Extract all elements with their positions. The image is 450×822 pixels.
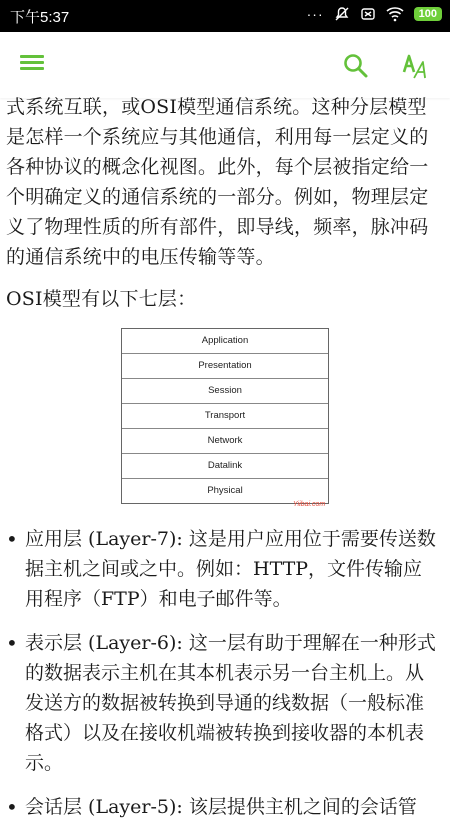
article-content[interactable] [0, 92, 450, 818]
status-time: 下午5:37 [10, 9, 70, 26]
list-item: • 会话层 (Layer-5): 该层提供主机之间的会话管 [0, 792, 450, 822]
osi-layer-list [0, 524, 450, 822]
font-size-icon [400, 50, 432, 82]
osi-layer: Application [122, 329, 328, 354]
osi-layer: Network [122, 429, 328, 454]
watermark: Yiibai.com [293, 501, 326, 508]
article-paragraph: OSI模型有以下七层： [6, 288, 197, 310]
status-bar [0, 0, 450, 32]
osi-layer: Datalink [122, 454, 328, 479]
menu-icon [20, 55, 50, 70]
search-button[interactable] [342, 52, 370, 80]
search-icon [342, 52, 370, 80]
sim-off-icon [360, 6, 376, 22]
osi-layer: Presentation [122, 354, 328, 379]
osi-layer: Transport [122, 404, 328, 429]
list-item: • 应用层 (Layer-7): 这是用户应用位于需要传送数据主机之间或之中。例如：HTTP，文件传输应用程序（FTP）和电子邮件等。 [0, 524, 450, 614]
list-item: • 表示层 (Layer-6): 这一层有助于理解在一种形式的数据表示主机在其本机表示另一台主机上。从发送方的数据被转换到导通的线数据（一般标准格式）以及在接收机端被转换到接收器的本机表示。 [0, 628, 450, 778]
osi-layer-table [121, 328, 329, 504]
font-size-button[interactable] [400, 50, 432, 82]
osi-layer: Session [122, 379, 328, 404]
mute-icon [334, 6, 350, 22]
osi-diagram [0, 324, 450, 514]
article-paragraph: 式系统互联，或OSI模型通信系统。这种分层模型是怎样一个系统应与其他通信，利用每一层定义的各种协议的概念化视图。此外，每个层被指定给一个明确定义的通信系统的一部分。例如，物理层定义了物理性质的所有部件，即导线，频率，脉冲码的通信系统中的电压传输等等。 [6, 96, 429, 268]
app-bar [0, 32, 450, 98]
osi-layer: Physical [207, 485, 243, 496]
more-dots-icon: ··· [306, 6, 324, 22]
battery-icon: 100 [414, 7, 442, 21]
wifi-icon [386, 6, 404, 22]
menu-button[interactable] [20, 52, 50, 78]
status-icons [307, 6, 442, 22]
